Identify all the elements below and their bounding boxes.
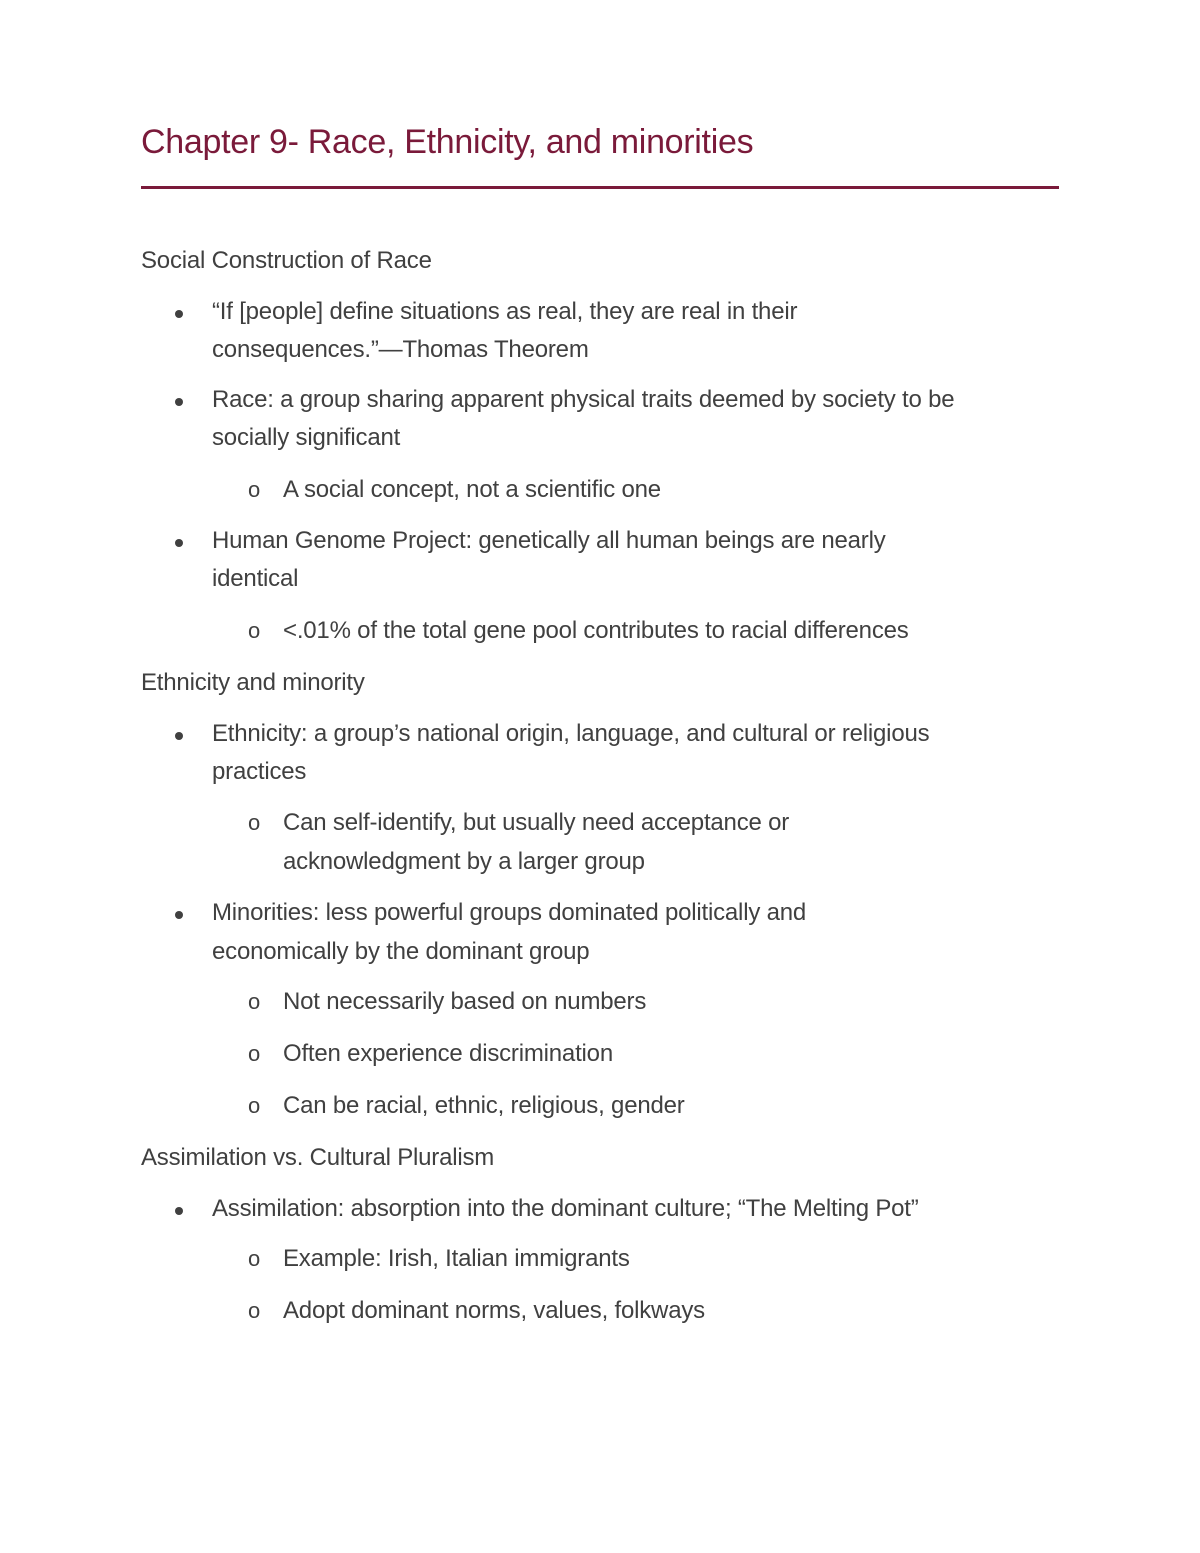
bullet-icon [175,732,183,740]
list-item: Minorities: less powerful groups dominated politically and [212,899,807,926]
sub-bullet-icon: o [248,810,261,835]
bullet-icon [175,398,183,406]
sub-bullet-icon: o [248,1246,261,1271]
list-item-continuation: practices [212,758,307,785]
sub-bullet-icon: o [248,989,261,1014]
list-item: “If [people] define situations as real, they are real in their [212,298,798,325]
sub-list-item: Can self-identify, but usually need acceptance or [283,809,790,836]
sub-bullet-icon: o [248,1093,261,1118]
section-heading-ethnicity: Ethnicity and minority [141,669,365,696]
title-underline [141,186,1059,189]
sub-list-item: <.01% of the total gene pool contributes to racial differences [283,617,909,644]
list-item: Assimilation: absorption into the dominant culture; “The Melting Pot” [212,1195,919,1222]
bullet-icon [175,911,183,919]
list-item: Ethnicity: a group’s national origin, language, and cultural or religious [212,720,930,747]
bullet-icon [175,1207,183,1215]
sub-list-item-continuation: acknowledgment by a larger group [283,848,645,875]
sub-list-item: A social concept, not a scientific one [283,476,661,503]
sub-bullet-icon: o [248,618,261,643]
sub-list-item: Often experience discrimination [283,1040,613,1067]
list-item-continuation: identical [212,565,299,592]
list-item-continuation: socially significant [212,424,401,451]
sub-bullet-icon: o [248,1041,261,1066]
section-heading-assimilation: Assimilation vs. Cultural Pluralism [141,1144,495,1171]
sub-list-item: Example: Irish, Italian immigrants [283,1245,630,1272]
list-item: Race: a group sharing apparent physical traits deemed by society to be [212,386,955,413]
bullet-icon [175,539,183,547]
sub-bullet-icon: o [248,1298,261,1323]
list-item-continuation: consequences.”—Thomas Theorem [212,336,589,363]
sub-list-item: Adopt dominant norms, values, folkways [283,1297,705,1324]
sub-list-item: Can be racial, ethnic, religious, gender [283,1092,685,1119]
section-heading-social-construction: Social Construction of Race [141,247,432,274]
bullet-icon [175,310,183,318]
sub-list-item: Not necessarily based on numbers [283,988,647,1015]
list-item-continuation: economically by the dominant group [212,938,590,965]
sub-bullet-icon: o [248,477,261,502]
page-title: Chapter 9- Race, Ethnicity, and minorities [141,123,754,161]
list-item: Human Genome Project: genetically all human beings are nearly [212,527,886,554]
